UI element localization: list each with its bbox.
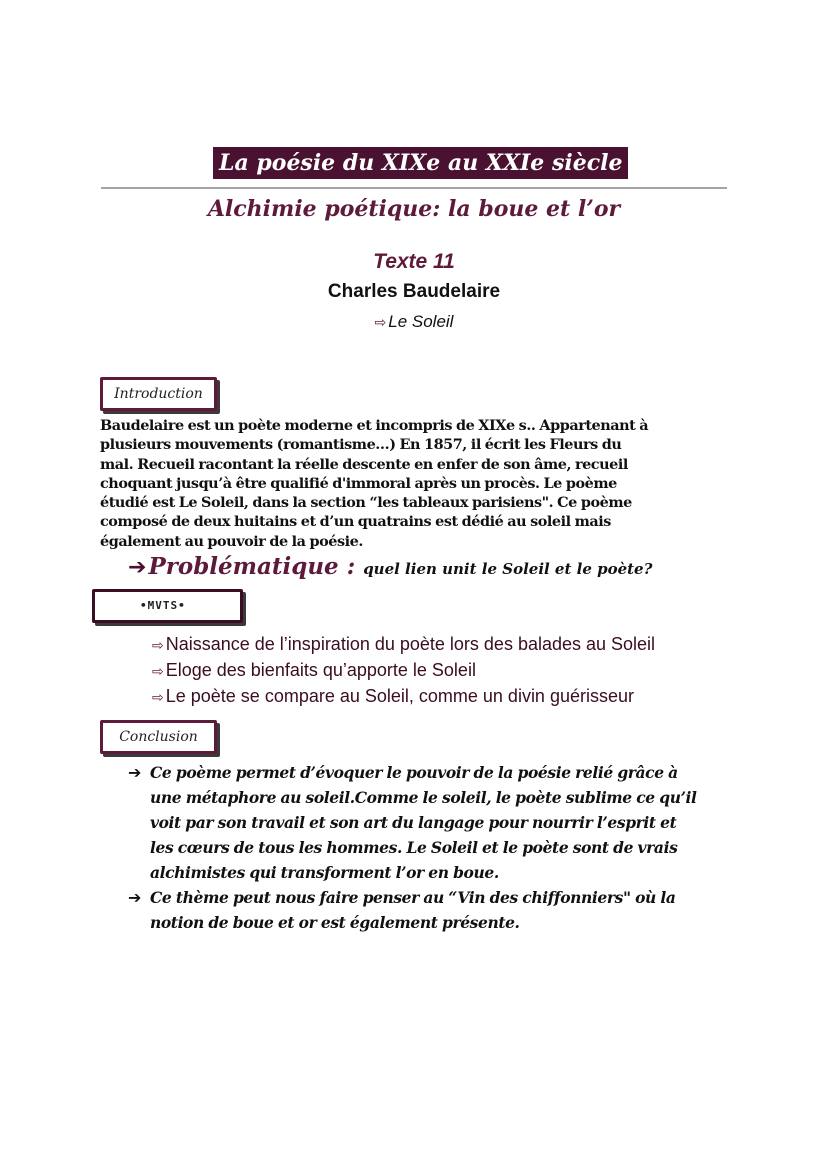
author-name: Charles Baudelaire <box>327 281 501 302</box>
paragraph-line: notion de boue et or est également présente. <box>150 913 520 932</box>
paragraph-line: étudié est Le Soleil, dans la section “les tableaux parisiens". Ce poème <box>100 494 632 512</box>
list-item <box>152 684 634 709</box>
problematique-label: Problématique : <box>148 553 356 580</box>
arrow-right-icon: ➔ <box>128 888 142 907</box>
paragraph-line: composé de deux huitains et d’un quatrains est dédié au soleil mais <box>100 513 611 531</box>
list-item <box>152 632 655 657</box>
list-item-text: Le poète se compare au Soleil, comme un divin guérisseur <box>165 686 634 706</box>
introduction-label: Introduction <box>100 377 217 411</box>
conclusion-item <box>128 760 738 885</box>
paragraph-line: plusieurs mouvements (romantisme…) En 1857, il écrit les Fleurs du <box>100 436 622 454</box>
introduction-paragraph <box>100 416 730 551</box>
arrow-right-icon: ➔ <box>128 555 147 580</box>
paragraph-line: Baudelaire est un poète moderne et incompris de XIXe s.. Appartenant à <box>100 417 649 434</box>
problematique-question: quel lien unit le Soleil et le poète? <box>363 560 653 578</box>
right-arrow-icon: ⇨ <box>374 314 387 330</box>
problematique-row <box>128 551 652 583</box>
list-item <box>152 658 476 683</box>
subtitle: Alchimie poétique: la boue et l’or <box>207 196 621 222</box>
conclusion-item <box>128 885 738 935</box>
paragraph-line: Ce poème permet d’évoquer le pouvoir de la poésie relié grâce à <box>150 763 678 782</box>
right-arrow-icon: ⇨ <box>152 663 164 679</box>
poem-title-line <box>0 310 828 334</box>
paragraph-line: Ce thème peut nous faire penser au “Vin des chiffonniers" où la <box>150 888 676 907</box>
title-divider <box>101 187 727 189</box>
poem-title: Le Soleil <box>388 312 454 331</box>
paragraph-line: les cœurs de tous les hommes. Le Soleil et le poète sont de vrais <box>150 838 678 857</box>
paragraph-line: choquant jusqu’à être qualifié d'immoral après un procès. Le poème <box>100 474 617 492</box>
main-title: La poésie du XIXe au XXIe siècle <box>213 147 628 179</box>
paragraph-line: voit par son travail et son art du langage pour nourrir l’esprit et <box>150 813 677 832</box>
right-arrow-icon: ⇨ <box>152 637 164 653</box>
paragraph-line: mal. Recueil racontant la réelle descente en enfer de son âme, recueil <box>100 455 628 473</box>
list-item-text: Naissance de l’inspiration du poète lors des balades au Soleil <box>165 634 656 654</box>
paragraph-line: une métaphore au soleil.Comme le soleil, le poète sublime ce qu’il <box>150 788 697 807</box>
mouvements-label: •MVTS• <box>92 589 243 623</box>
paragraph-line: également au pouvoir de la poésie. <box>100 532 363 550</box>
conclusion-label: Conclusion <box>100 720 217 754</box>
paragraph-line: alchimistes qui transforment l’or en boue. <box>150 863 499 882</box>
arrow-right-icon: ➔ <box>128 763 142 782</box>
list-item-text: Eloge des bienfaits qu’apporte le Soleil <box>165 660 476 680</box>
right-arrow-icon: ⇨ <box>152 689 164 705</box>
text-number: Texte 11 <box>373 250 455 273</box>
